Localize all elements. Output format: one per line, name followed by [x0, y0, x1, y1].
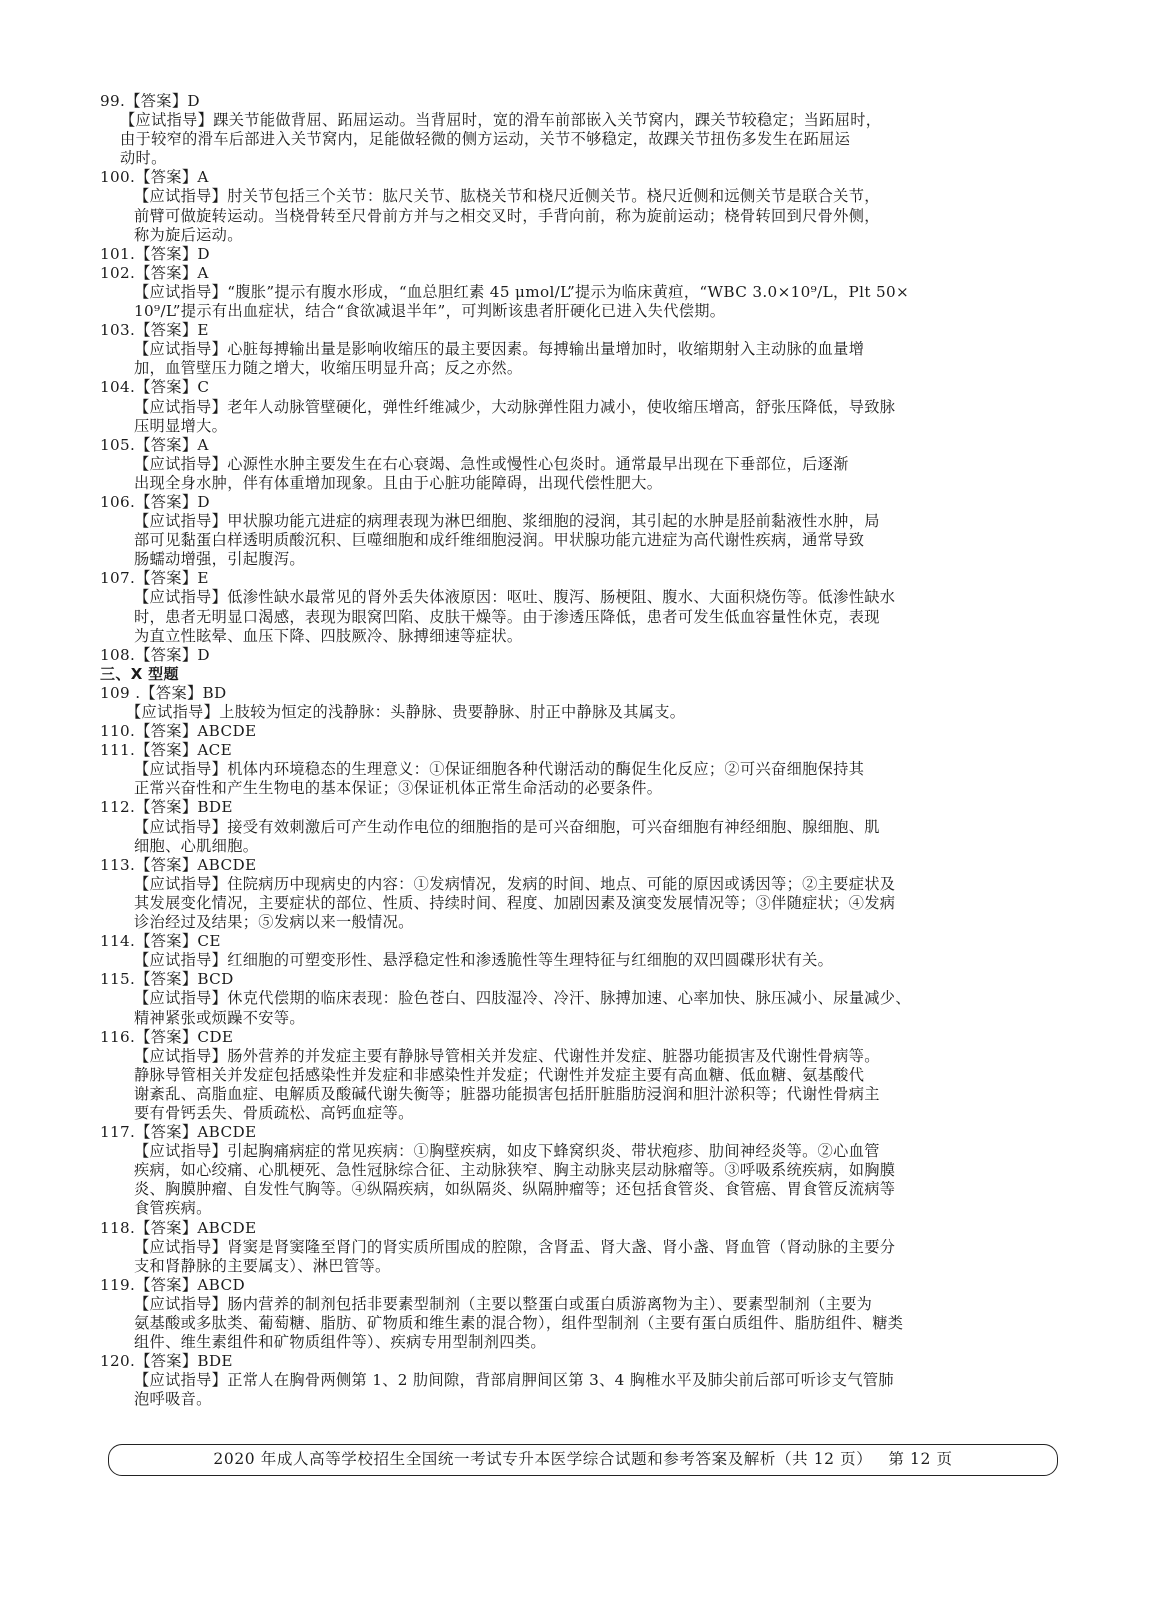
text-line: 103.【答案】E — [100, 321, 209, 340]
text-line: 【应试指导】肠内营养的制剂包括非要素型制剂（主要以整蛋白或蛋白质游离物为主）、要素型制剂（主要为 — [134, 1294, 873, 1313]
text-line: 肠蠕动增强，引起腹泻。 — [134, 550, 305, 569]
text-line: 细胞、心肌细胞。 — [134, 836, 259, 855]
text-line: 食管疾病。 — [134, 1199, 212, 1218]
text-line: 炎、胸膜肿瘤、自发性气胸等。④纵隔疾病，如纵隔炎、纵隔肿瘤等；还包括食管炎、食管癌、胃食管反流病等 — [134, 1180, 896, 1199]
text-line: 加，血管壁压力随之增大，收缩压明显升高；反之亦然。 — [134, 359, 523, 378]
text-line: 压明显增大。 — [134, 416, 228, 435]
text-line: 【应试指导】接受有效刺激后可产生动作电位的细胞指的是可兴奋细胞，可兴奋细胞有神经细胞、腺细胞、肌 — [134, 817, 880, 836]
text-line: 【应试指导】机体内环境稳态的生理意义：①保证细胞各种代谢活动的酶促生化反应；②可兴奋细胞保持其 — [134, 760, 865, 779]
text-line: 静脉导管相关并发症包括感染性并发症和非感染性并发症；代谢性并发症主要有高血糖、低血糖、氨基酸代 — [134, 1065, 865, 1084]
text-line: 102.【答案】A — [100, 263, 209, 282]
text-line: 【应试指导】肘关节包括三个关节：肱尺关节、肱桡关节和桡尺近侧关节。桡尺近侧和远侧关节是联合关节， — [134, 187, 880, 206]
text-line: 【应试指导】肠外营养的并发症主要有静脉导管相关并发症、代谢性并发症、脏器功能损害及代谢性骨病等。 — [134, 1046, 880, 1065]
text-line: 114.【答案】CE — [100, 932, 221, 951]
text-line: 【应试指导】老年人动脉管壁硬化，弹性纤维减少，大动脉弹性阻力减小，使收缩压增高，舒张压降低，导致脉 — [134, 397, 896, 416]
text-line: 10⁹/L”提示有出血症状，结合“食欲减退半年”，可判断该患者肝硬化已进入失代偿期。 — [134, 302, 726, 321]
footer-title: 2020 年成人高等学校招生全国统一考试专升本医学综合试题和参考答案及解析（共 12 页） — [213, 1450, 873, 1468]
text-line: 107.【答案】E — [100, 569, 209, 588]
text-line: 113.【答案】ABCDE — [100, 855, 257, 874]
footer-page-number: 第 12 页 — [888, 1450, 953, 1468]
text-line: 117.【答案】ABCDE — [100, 1123, 257, 1142]
text-line: 前臂可做旋转运动。当桡骨转至尺骨前方并与之相交叉时，手背向前，称为旋前运动；桡骨转回到尺骨外侧， — [134, 206, 880, 225]
text-line: 【应试指导】低渗性缺水最常见的肾外丢失体液原因：呕吐、腹泻、肠梗阻、腹水、大面积烧伤等。低渗性缺水 — [134, 588, 896, 607]
text-line: 【应试指导】甲状腺功能亢进症的病理表现为淋巴细胞、浆细胞的浸润，其引起的水肿是胫前黏液性水肿，局 — [134, 512, 880, 531]
text-line: 99.【答案】D — [100, 92, 200, 110]
text-line: 时，患者无明显口渴感，表现为眼窝凹陷、皮肤干燥等。由于渗透压降低，患者可发生低血容量性休克，表现 — [134, 607, 880, 626]
text-line: 泡呼吸音。 — [134, 1390, 212, 1409]
text-line: 【应试指导】心源性水肿主要发生在右心衰竭、急性或慢性心包炎时。通常最早出现在下垂部位，后逐渐 — [134, 454, 849, 473]
answer-list — [100, 92, 1078, 1409]
text-line: 106.【答案】D — [100, 492, 210, 511]
text-line: 100.【答案】A — [100, 168, 209, 187]
text-line: 诊治经过及结果；⑤发病以来一般情况。 — [134, 913, 414, 932]
text-line: 组件、维生素组件和矿物质组件等）、疾病专用型制剂四类。 — [134, 1333, 546, 1352]
text-line: 111.【答案】ACE — [100, 741, 233, 760]
text-line: 104.【答案】C — [100, 378, 210, 397]
text-line: 【应试指导】红细胞的可塑变形性、悬浮稳定性和渗透脆性等生理特征与红细胞的双凹圆碟形状有关。 — [134, 951, 834, 970]
text-line: 【应试指导】休克代偿期的临床表现：脸色苍白、四肢湿冷、冷汗、脉搏加速、心率加快、脉压减小、尿量减少、 — [134, 989, 911, 1008]
text-line: 支和肾静脉的主要属支）、淋巴管等。 — [134, 1256, 391, 1275]
text-line: 115.【答案】BCD — [100, 970, 234, 989]
text-line: 氨基酸或多肽类、葡萄糖、脂肪、矿物质和维生素的混合物），组件型制剂（主要有蛋白质组件、脂肪组件、糖类 — [134, 1314, 904, 1332]
text-line: 116.【答案】CDE — [100, 1027, 234, 1046]
text-line: 【应试指导】心脏每搏输出量是影响收缩压的最主要因素。每搏输出量增加时，收缩期射入主动脉的血量增 — [134, 340, 865, 359]
text-line: 要有骨钙丢失、骨质疏松、高钙血症等。 — [134, 1103, 414, 1122]
text-line: 由于较窄的滑车后部进入关节窝内，足能做轻微的侧方运动，关节不够稳定，故踝关节扭伤多发生在跖屈运 — [120, 130, 851, 149]
text-line: 谢紊乱、高脂血症、电解质及酸碱代谢失衡等；脏器功能损害包括肝脏脂肪浸润和胆汁淤积等；代谢性骨病主 — [134, 1084, 880, 1103]
text-line: 118.【答案】ABCDE — [100, 1218, 257, 1237]
section-heading: 三、X 型题 — [100, 664, 179, 683]
page-footer — [108, 1444, 1058, 1476]
text-line: 【应试指导】肾窦是肾窦隆至肾门的肾实质所围成的腔隙，含肾盂、肾大盏、肾小盏、肾血管（肾动脉的主要分 — [134, 1237, 896, 1256]
text-line: 出现全身水肿，伴有体重增加现象。且由于心脏功能障碍，出现代偿性肥大。 — [134, 473, 663, 492]
text-line: 【应试指导】踝关节能做背屈、跖屈运动。当背屈时，宽的滑车前部嵌入关节窝内，踝关节较稳定；当跖屈时， — [120, 111, 882, 130]
text-line: 其发展变化情况，主要症状的部位、性质、持续时间、程度、加剧因素及演变发展情况等；③伴随症状；④发病 — [134, 893, 896, 912]
text-line: 疾病，如心绞痛、心肌梗死、急性冠脉综合征、主动脉狭窄、胸主动脉夹层动脉瘤等。③呼吸系统疾病，如胸膜 — [134, 1161, 896, 1180]
text-line: 【应试指导】“腹胀”提示有腹水形成，“血总胆红素 45 μmol/L”提示为临床黄疸，“WBC 3.0×10⁹/L，Plt 50× — [134, 282, 910, 301]
text-line: 112.【答案】BDE — [100, 798, 233, 817]
text-line: 【应试指导】引起胸痛病症的常见疾病：①胸壁疾病，如皮下蜂窝织炎、带状疱疹、肋间神经炎等。②心血管 — [134, 1142, 880, 1161]
text-line: 【应试指导】上肢较为恒定的浅静脉：头静脉、贵要静脉、肘正中静脉及其属支。 — [126, 703, 686, 721]
text-line: 正常兴奋性和产生生物电的基本保证；③保证机体正常生命活动的必要条件。 — [134, 779, 663, 798]
text-line: 101.【答案】D — [100, 244, 210, 263]
text-line: 部可见黏蛋白样透明质酸沉积、巨噬细胞和成纤维细胞浸润。甲状腺功能亢进症为高代谢性疾病，通常导致 — [134, 531, 865, 550]
text-line: 120.【答案】BDE — [100, 1352, 233, 1371]
text-line: 精神紧张或烦躁不安等。 — [134, 1008, 305, 1027]
text-line: 109 .【答案】BD — [100, 683, 227, 702]
text-line: 105.【答案】A — [100, 435, 209, 454]
text-line: 119.【答案】ABCD — [100, 1275, 245, 1294]
text-line: 【应试指导】正常人在胸骨两侧第 1、2 肋间隙，背部肩胛间区第 3、4 胸椎水平及肺尖前后部可听诊支气管肺 — [134, 1371, 894, 1390]
text-line: 【应试指导】住院病历中现病史的内容：①发病情况，发病的时间、地点、可能的原因或诱因等；②主要症状及 — [134, 874, 896, 893]
text-line: 108.【答案】D — [100, 645, 210, 664]
text-line: 动时。 — [120, 149, 167, 168]
text-line: 为直立性眩晕、血压下降、四肢厥冷、脉搏细速等症状。 — [134, 626, 523, 645]
text-line: 110.【答案】ABCDE — [100, 722, 257, 741]
text-line: 称为旋后运动。 — [134, 225, 243, 244]
